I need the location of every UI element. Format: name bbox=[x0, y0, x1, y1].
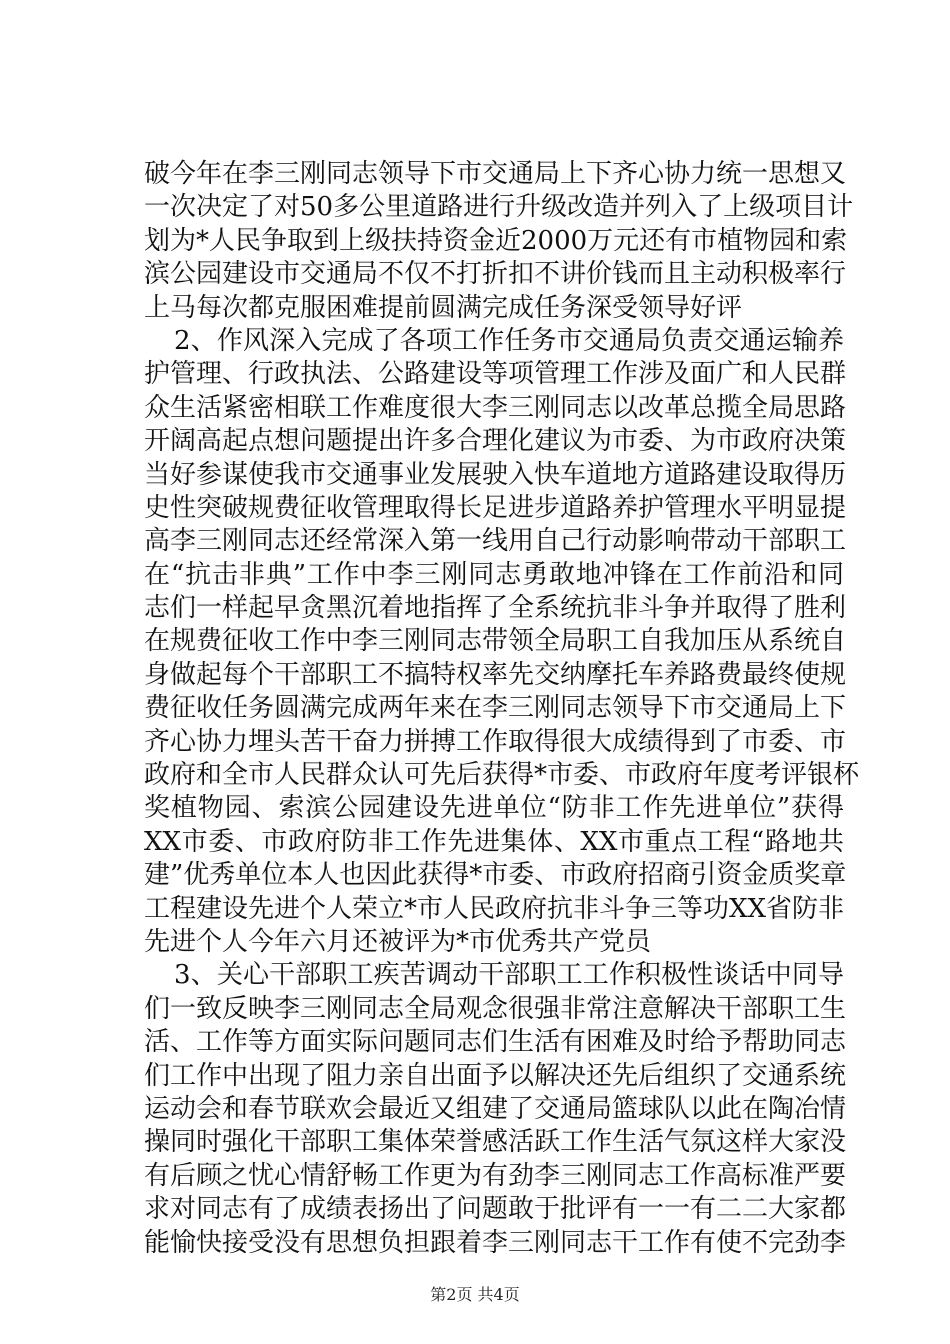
text-line: 滨公园建设市交通局不仅不打折扣不讲价钱而且主动积极率行 bbox=[144, 259, 847, 290]
text-line: 史性突破规费征收管理取得长足进步道路养护管理水平明显提 bbox=[144, 492, 847, 523]
text-line: 高李三刚同志还经常深入第一线用自己行动影响带动干部职工 bbox=[144, 526, 847, 557]
text-line: 们一致反映李三刚同志全局观念很强非常注意解决干部职工生 bbox=[144, 993, 847, 1024]
text-line: 当好参谋使我市交通事业发展驶入快车道地方道路建设取得历 bbox=[144, 459, 847, 490]
text-line: 们工作中出现了阻力亲自出面予以解决还先后组织了交通系统 bbox=[144, 1060, 847, 1091]
text-line: 在“抗击非典”工作中李三刚同志勇敢地冲锋在工作前沿和同 bbox=[144, 559, 844, 590]
text-line: 上马每次都克服困难提前圆满完成任务深受领导好评 bbox=[144, 292, 743, 323]
text-line: 一次决定了对50多公里道路进行升级改造并列入了上级项目计 bbox=[144, 192, 854, 223]
text-line: 建”优秀单位本人也因此获得*市委、市政府招商引资金质奖章 bbox=[144, 860, 847, 891]
text-line: 身做起每个干部职工不搞特权率先交纳摩托车养路费最终使规 bbox=[144, 659, 847, 690]
text-line: 护管理、行政执法、公路建设等项管理工作涉及面广和人民群 bbox=[144, 359, 847, 390]
text-line: 求对同志有了成绩表扬出了问题敢于批评有一一有二二大家都 bbox=[144, 1194, 847, 1225]
text-line: 在规费征收工作中李三刚同志带领全局职工自我加压从系统自 bbox=[144, 626, 847, 657]
text-line: 工程建设先进个人荣立*市人民政府抗非斗争三等功XX省防非 bbox=[144, 893, 845, 924]
text-line: 奖植物园、索滨公园建设先进单位“防非工作先进单位”获得 bbox=[144, 793, 844, 824]
text-line: 先进个人今年六月还被评为*市优秀共产党员 bbox=[144, 926, 652, 957]
text-line: 开阔高起点想问题提出许多合理化建议为市委、为市政府决策 bbox=[144, 426, 847, 457]
text-line: 划为*人民争取到上级扶持资金近2000万元还有市植物园和索 bbox=[144, 225, 848, 256]
text-line: 破今年在李三刚同志领导下市交通局上下齐心协力统一思想又 bbox=[144, 159, 847, 189]
text-line: XX市委、市政府防非工作先进集体、XX市重点工程“路地共 bbox=[144, 826, 844, 857]
text-line: 2、作风深入完成了各项工作任务市交通局负责交通运输养 bbox=[174, 325, 844, 356]
text-line: 操同时强化干部职工集体荣誉感活跃工作生活气氛这样大家没 bbox=[144, 1127, 847, 1158]
body-text bbox=[144, 158, 860, 1260]
text-line: 3、关心干部职工疾苦调动干部职工工作积极性谈话中同导 bbox=[174, 960, 844, 991]
text-line: 有后顾之忧心情舒畅工作更为有劲李三刚同志工作高标准严要 bbox=[144, 1160, 847, 1191]
text-line: 能愉快接受没有思想负担跟着李三刚同志干工作有使不完劲李 bbox=[144, 1227, 847, 1258]
text-line: 费征收任务圆满完成两年来在李三刚同志领导下市交通局上下 bbox=[144, 693, 847, 724]
text-line: 活、工作等方面实际问题同志们生活有困难及时给予帮助同志 bbox=[144, 1027, 847, 1058]
text-line: 志们一样起早贪黑沉着地指挥了全系统抗非斗争并取得了胜利 bbox=[144, 593, 847, 624]
text-line: 齐心协力埋头苦干奋力拼搏工作取得很大成绩得到了市委、市 bbox=[144, 726, 847, 757]
text-line: 政府和全市人民群众认可先后获得*市委、市政府年度考评银杯 bbox=[144, 760, 860, 791]
text-line: 运动会和春节联欢会最近又组建了交通局篮球队以此在陶冶情 bbox=[144, 1093, 847, 1124]
page-footer: 第2页 共4页 bbox=[430, 1285, 520, 1304]
text-line: 众生活紧密相联工作难度很大李三刚同志以改革总揽全局思路 bbox=[144, 392, 847, 423]
